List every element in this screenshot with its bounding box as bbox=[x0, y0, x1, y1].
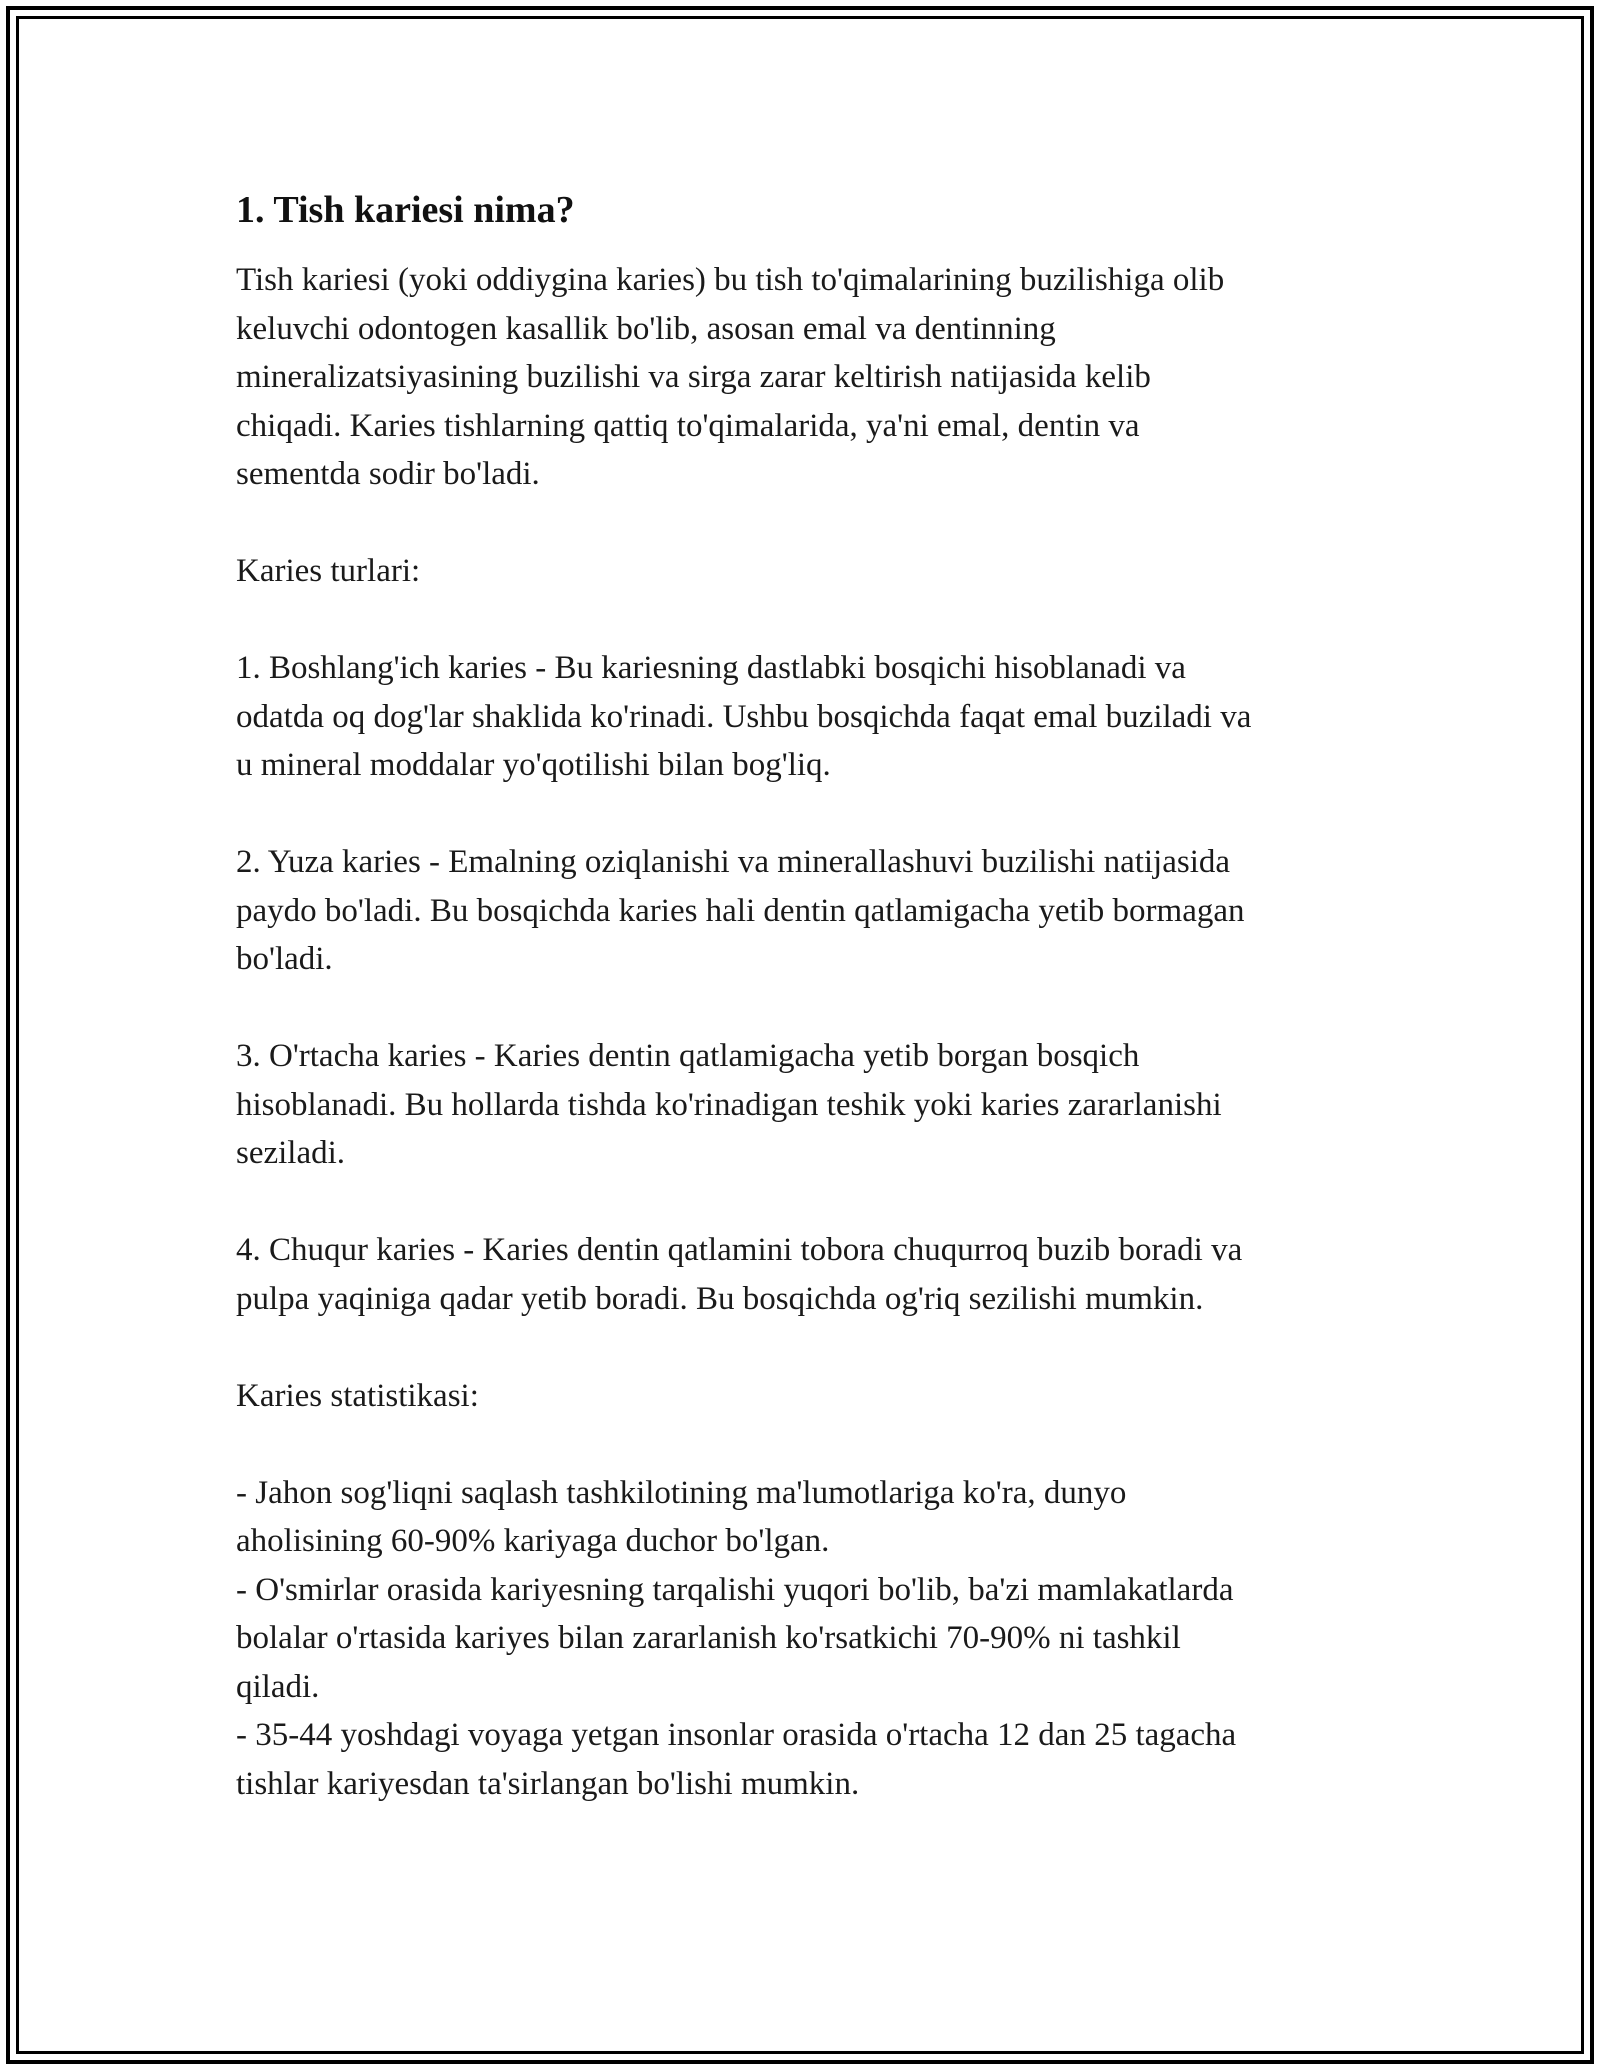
stats-item-2: - O'smirlar orasida kariyesning tarqalishi yuqori bo'lib, ba'zi mamlakatlarda bolalar o'rtasida kariyes bilan zararlanish ko'rsatkichi 70-90% ni tashkil qiladi. bbox=[236, 1571, 1234, 1705]
types-heading: Karies turlari: bbox=[236, 553, 421, 589]
stats-item-1: - Jahon sog'liqni saqlash tashkilotining ma'lumotlariga ko'ra, dunyo aholisining 60-90% kariyaga duchor bo'lgan. bbox=[236, 1474, 1127, 1559]
stats-item-3: - 35-44 yoshdagi voyaga yetgan insonlar orasida o'rtacha 12 dan 25 tagacha tishlar kariyesdan ta'sirlangan bo'lishi mumkin. bbox=[236, 1717, 1237, 1802]
spacer bbox=[236, 1178, 1376, 1227]
caries-type-1: 1. Boshlang'ich karies - Bu kariesning dastlabki bosqichi hisoblanadi va odatda oq dog'lar shaklida ko'rinadi. Ushbu bosqichda faqat emal buziladi va u mineral moddalar yo'qotilishi bilan bog'liq. bbox=[236, 650, 1252, 783]
document-body bbox=[236, 186, 1376, 1808]
spacer bbox=[236, 984, 1376, 1033]
stats-heading: Karies statistikasi: bbox=[236, 1377, 479, 1414]
intro-paragraph: Tish kariesi (yoki oddiygina karies) bu tish to'qimalarining buzilishiga olib keluvchi odontogen kasallik bo'lib, asosan emal va dentinning mineralizatsiyasining buzilishi va sirga zarar keltirish natijasida kelib chiqadi. Karies tishlarning qattiq to'qimalarida, ya'ni emal, dentin va sementda sodir bo'ladi. bbox=[236, 262, 1225, 492]
document-title: 1. Tish kariesi nima? bbox=[236, 189, 575, 231]
caries-type-2: 2. Yuza karies - Emalning oziqlanishi va minerallashuvi buzilishi natijasida paydo bo'ladi. Bu bosqichda karies hali dentin qatlamigacha yetib bormagan bo'ladi. bbox=[236, 844, 1245, 977]
caries-type-4: 4. Chuqur karies - Karies dentin qatlamini tobora chuqurroq buzib boradi va pulpa yaqiniga qadar yetib boradi. Bu bosqichda og'riq sezilishi mumkin. bbox=[236, 1232, 1243, 1317]
caries-type-3: 3. O'rtacha karies - Karies dentin qatlamigacha yetib borgan bosqich hisoblanadi. Bu hollarda tishda ko'rinadigan teshik yoki karies zararlanishi seziladi. bbox=[236, 1038, 1222, 1171]
spacer bbox=[236, 499, 1376, 548]
spacer bbox=[236, 1420, 1376, 1469]
spacer bbox=[236, 1323, 1376, 1372]
spacer bbox=[236, 790, 1376, 839]
spacer bbox=[236, 596, 1376, 645]
